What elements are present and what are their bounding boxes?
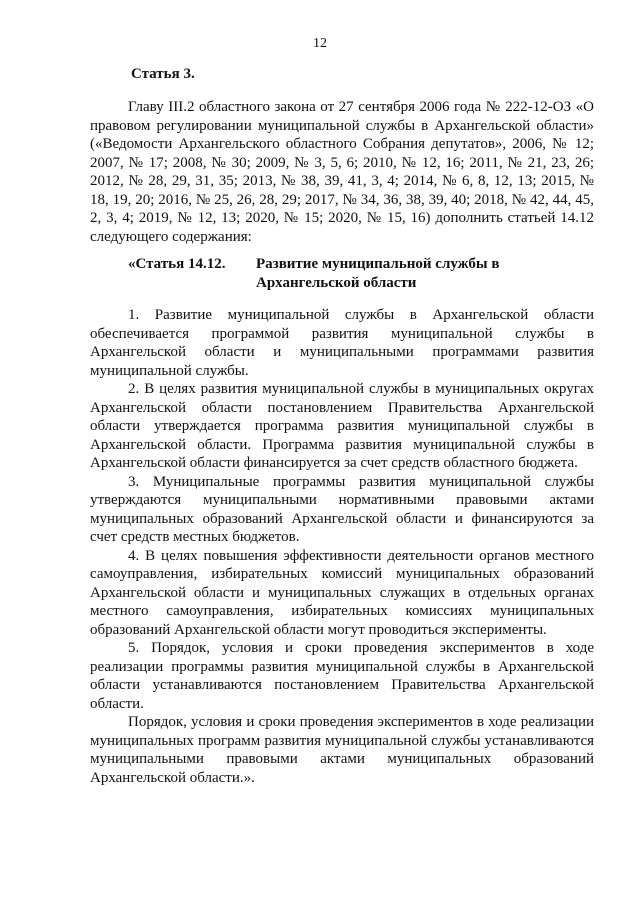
article-paragraph: Порядок, условия и сроки проведения экспериментов в ходе реализации муниципальных программ развития муниципальной службы устанавливаются муниципальными правовыми актами муниципальных образований Архангельской области.».: [90, 714, 594, 786]
article-paragraph: 4. В целях повышения эффективности деятельности органов местного самоуправления, избирательных комиссий муниципальных образований Архангельской области и муниципальных служащих в отдельных органах местного самоуправления, избирательных комиссиях муниципальных образований Архангельской области могут проводиться эксперименты.: [90, 547, 594, 638]
article-paragraph: 5. Порядок, условия и сроки проведения экспериментов в ходе реализации программы развития муниципальной службы в Архангельской области устанавливаются постановлением Правительства Архангельской области.: [90, 640, 594, 712]
article-body: [90, 306, 594, 787]
new-article-number: «Статья 14.12.: [128, 256, 226, 272]
article-paragraph: 1. Развитие муниципальной службы в Архангельской области обеспечивается программой развития муниципальной службы в Архангельской области и муниципальными программами развития муниципальной службы.: [90, 307, 594, 379]
article-paragraph: 3. Муниципальные программы развития муниципальной службы утверждаются муниципальными нормативными правовыми актами муниципальных образований Архангельской области и финансируются за счет средств местных бюджетов.: [90, 473, 594, 545]
intro-block: [90, 98, 594, 246]
intro-paragraph: Главу III.2 областного закона от 27 сентября 2006 года № 222-12-ОЗ «О правовом регулировании муниципальной службы в Архангельской области» («Ведомости Архангельского областного Собрания депутатов», 2006, № 12; 2007, № 17; 2008, № 30; 2009, № 3, 5, 6; 2010, № 12, 16; 2011, № 21, 23, 26; 2012, № 28, 29, 31, 35; 2013, № 38, 39, 41, 3, 4; 2014, № 6, 8, 12, 13; 2015, № 18, 19, 20; 2016, № 25, 26, 28, 29; 2017, № 34, 36, 38, 39, 40; 2018, № 42, 44, 45, 2, 3, 4; 2019, № 12, 13; 2020, № 15; 2020, № 15, 16) дополнить статьей 14.12 следующего содержания:: [90, 99, 594, 245]
page-number: 12: [313, 36, 327, 51]
new-article-title: Развитие муниципальной службы в Архангельской области: [256, 256, 500, 291]
article-heading: Статья 3.: [131, 66, 195, 82]
article-paragraph: 2. В целях развития муниципальной службы в муниципальных округах Архангельской области постановлением Правительства Архангельской области утверждается программа развития муниципальной службы в Архангельской области. Программа развития муниципальной службы в Архангельской области финансируется за счет средств областного бюджета.: [90, 381, 594, 471]
